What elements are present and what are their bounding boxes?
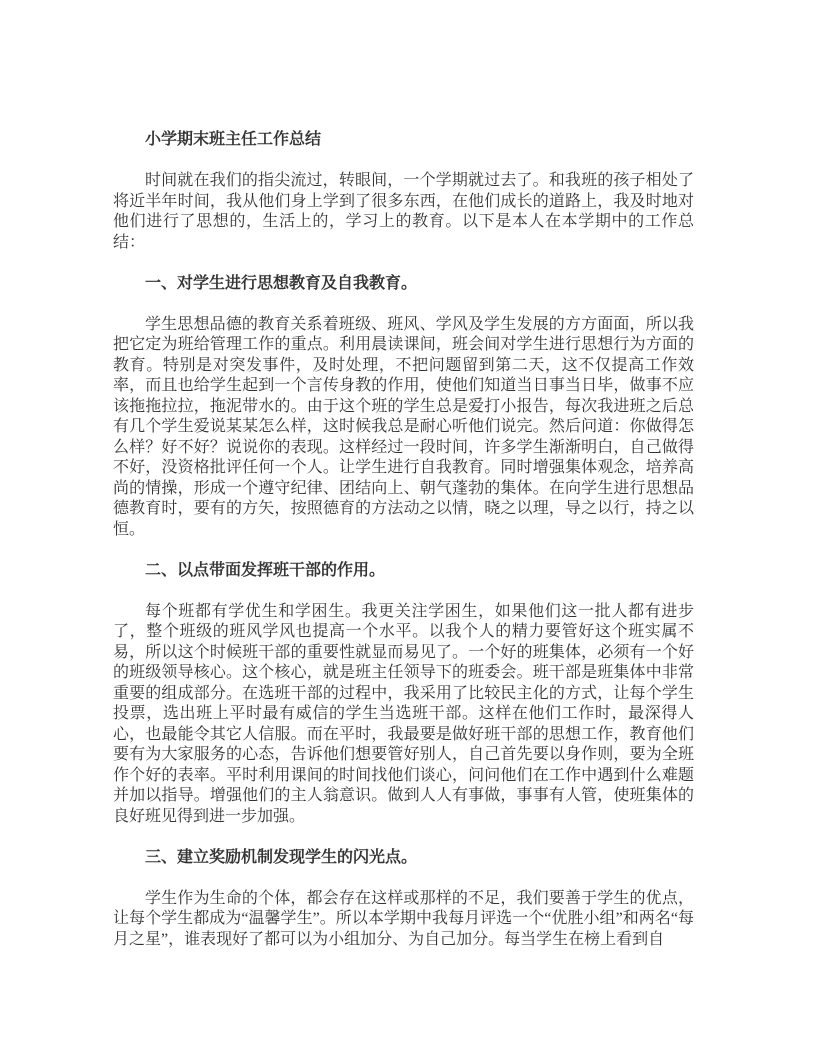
section-1-paragraph: 学生思想品德的教育关系着班级、班风、学风及学生发展的方方面面，所以我把它定为班给管理工作的重点。利用晨读课间，班会间对学生进行思想行为方面的教育。特别是对突发事件，及时处理，不把问题留到第二天，这不仅提高工作效率，而且也给学生起到一个言传身教的作用，使他们知道当日事当日毕，做事不应该拖拖拉拉，拖泥带水的。由于这个班的学生总是爱打小报告，每次我进班之后总有几个学生爱说某某怎么样，这时候我总是耐心听他们说完。然后问道：你做得怎么样？好不好？说说你的表现。这样经过一段时间，许多学生渐渐明白，自己做得不好，没资格批评任何一个人。让学生进行自我教育。同时增强集体观念，培养高尚的情操，形成一个遵守纪律、团结向上、朝气蓬勃的集体。在向学生进行思想品德教育时，要有的方矢，按照德育的方法动之以情，晓之以理，导之以行，持之以恒。 bbox=[113, 315, 694, 538]
section-3-heading: 三、建立奖励机制发现学生的闪光点。 bbox=[145, 848, 418, 866]
document-title: 小学期末班主任工作总结 bbox=[145, 131, 322, 148]
document-content bbox=[113, 130, 694, 950]
intro-paragraph: 时间就在我们的指尖流过，转眼间，一个学期就过去了。和我班的孩子相处了将近半年时间，我从他们身上学到了很多东西，在他们成长的道路上，我及时地对他们进行了思想的，生活上的，学习上的教育。以下是本人在本学期中的工作总结： bbox=[113, 172, 694, 251]
section-2-heading: 二、以点带面发挥班干部的作用。 bbox=[145, 561, 386, 579]
section-2-paragraph: 每个班都有学优生和学困生。我更关注学困生，如果他们这一批人都有进步了，整个班级的班风学风也提高一个水平。以我个人的精力要管好这个班实属不易，所以这个时候班干部的重要性就显而易见了。一个好的班集体，必须有一个好的班级领导核心。这个核心，就是班主任领导下的班委会。班干部是班集体中非常重要的组成部分。在选班干部的过程中，我采用了比较民主化的方式，让每个学生投票，选出班上平时最有威信的学生当选班干部。这样在他们工作时，最深得人心，也最能令其它人信服。而在平时，我最要是做好班干部的思想工作，教育他们要有为大家服务的心态，告诉他们想要管好别人，自己首先要以身作则，要为全班作个好的表率。平时利用课间的时间找他们谈心，问问他们在工作中遇到什么难题并加以指导。增强他们的主人翁意识。做到人人有事做，事事有人管，使班集体的良好班见得到进一步加强。 bbox=[113, 602, 694, 825]
section-3-paragraph: 学生作为生命的个体，都会存在这样或那样的不足，我们要善于学生的优点，让每个学生都成为“温馨学生”。所以本学期中我每月评选一个“优胜小组”和两名“每月之星”，谁表现好了都可以为小组加分、为自己加分。每当学生在榜上看到自 bbox=[113, 889, 694, 948]
section-1-heading: 一、对学生进行思想教育及自我教育。 bbox=[145, 274, 418, 292]
